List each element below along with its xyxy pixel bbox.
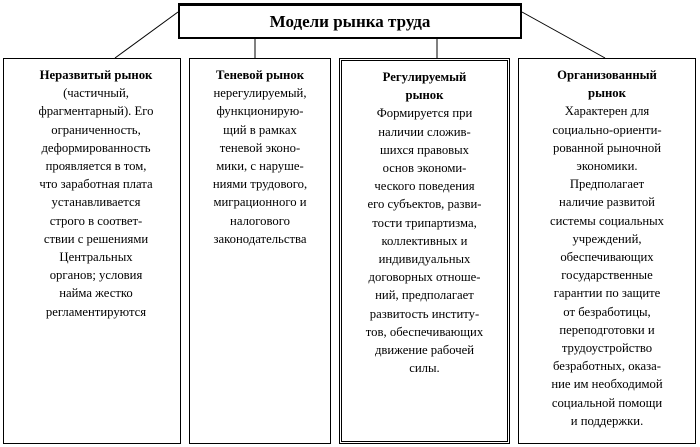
body-line: социальной помощи [551,395,663,410]
body-line: Формируется при [376,106,473,121]
body-line: переподготовки и [559,322,655,337]
column-body [343,104,506,377]
body-line: договорных отноше- [368,270,481,285]
connector-line-col4 [522,12,605,58]
body-line: социально-ориенти- [552,122,662,137]
column-title: Регулируемый [382,70,467,84]
body-line: ний, предполагает [375,288,474,303]
body-line: гарантии по защите [553,286,661,301]
body-line: теневой эконо- [219,140,301,155]
body-line: коллективных и [381,233,468,248]
body-line: индивидуальных [378,252,471,267]
body-line: проявляется в том, [45,159,147,174]
body-line: функционирую- [216,104,304,119]
body-line: найма жестко [59,286,133,301]
body-line: нерегулируемый, [213,86,307,101]
column-title: Организованный [557,68,657,82]
body-line: государственные [561,268,653,283]
column-title: Неразвитый рынок [39,68,153,82]
column-underdeveloped-market [3,58,181,444]
body-line: миграционного и [213,195,307,210]
body-line: Предполагает [569,177,645,192]
body-line: регламентируются [45,304,147,319]
diagram-title-box [178,3,522,39]
body-line: устанавливается [51,195,141,210]
column-body [520,102,694,430]
body-line: что заработная плата [39,177,153,192]
body-line: ствии с решениями [43,231,149,246]
body-line: развитость институ- [369,306,480,321]
body-line: строго в соответ- [49,213,143,228]
body-line: органов; условия [49,268,143,283]
column-body [12,84,180,321]
body-line: обеспечивающих [560,250,654,265]
body-line: щий в рамках [223,122,297,137]
body-line: ограниченность, [51,122,141,137]
connector-line-col1 [115,12,178,58]
body-line: шихся правовых [379,142,470,157]
body-line: фрагментарный). Его [38,104,154,119]
column-title: рынок [588,86,626,101]
body-line: (частичный, [63,86,129,101]
body-line: тов, обеспечивающих [365,324,484,339]
body-line: тости трипартизма, [372,215,477,230]
body-line: от безработицы, [563,304,651,319]
body-line: налогового [230,213,290,228]
column-organized-market [518,58,696,444]
body-line: учреждений, [572,231,642,246]
body-line: силы. [409,361,440,376]
column-regulated-market [339,58,510,444]
body-line: наличии сложив- [378,124,471,139]
body-line: безработных, оказа- [552,359,662,374]
body-line: экономики. [576,159,638,174]
body-line: ческого поведения [374,179,475,194]
body-line: законодательства [213,231,307,246]
column-title: рынок [405,88,444,103]
body-line: движение рабочей [374,343,475,358]
body-line: Центральных [59,250,133,265]
body-line: Характерен для [564,104,650,119]
body-line: трудоустройство [561,341,653,356]
body-line: ниями трудового, [212,177,308,192]
diagram-title: Модели рынка труда [269,11,431,31]
body-line: системы социальных [549,213,665,228]
column-shadow-market [189,58,331,444]
body-line: рованной рыночной [552,140,661,155]
column-title: Теневой рынок [215,68,305,82]
body-line: его субъектов, разви- [367,197,482,212]
body-line: ние им необходимой [551,377,663,392]
body-line: мики, с наруше- [216,159,304,174]
body-line: наличие развитой [559,195,655,210]
column-body [192,84,328,248]
body-line: основ экономи- [382,161,467,176]
body-line: деформированность [41,140,151,155]
body-line: и поддержки. [570,413,644,428]
